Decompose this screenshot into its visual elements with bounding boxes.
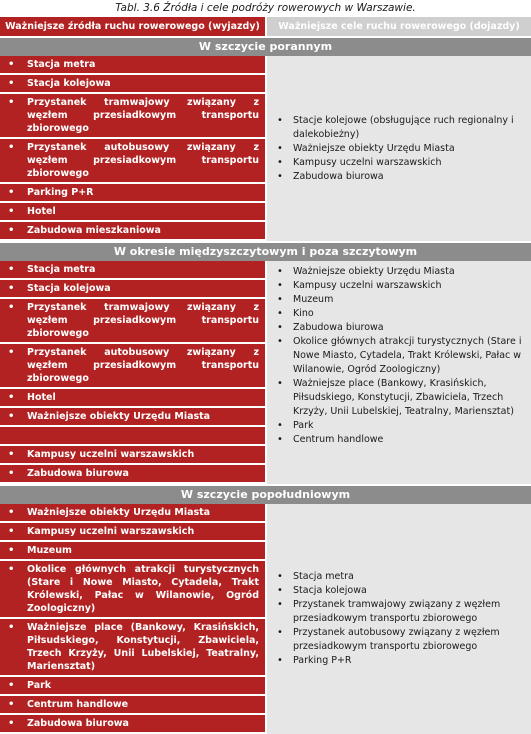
source-item	[0, 389, 265, 406]
sources-destinations-table	[0, 17, 531, 734]
bullet-icon: •	[277, 294, 283, 305]
destination-item	[273, 265, 525, 279]
sources-column	[0, 504, 265, 734]
source-item	[0, 619, 265, 675]
source-item-text: Park	[27, 680, 52, 691]
bullet-icon: •	[277, 585, 283, 596]
destination-item-text: Stacja metra	[293, 571, 354, 582]
source-item-text	[27, 430, 30, 441]
destination-item-text: Przystanek autobusowy związany z węzłem przesiadkowym transportu zbiorowego	[293, 627, 500, 652]
destinations-column	[267, 504, 531, 734]
bullet-icon: •	[8, 78, 15, 89]
destination-item-text: Przystanek tramwajowy związany z węzłem przesiadkowym transportu zbiorowego	[293, 599, 501, 624]
table-body	[0, 38, 531, 734]
bullet-icon: •	[8, 468, 15, 479]
bullet-icon: •	[8, 206, 15, 217]
bullet-icon: •	[277, 420, 283, 431]
source-item	[0, 344, 265, 387]
destination-item	[273, 170, 525, 184]
destination-item-text: Parking P+R	[293, 655, 352, 666]
source-item-text: Stacja kolejowa	[27, 78, 111, 89]
bullet-icon: •	[8, 264, 15, 275]
bullet-icon: •	[8, 283, 15, 294]
source-item-text: Zabudowa biurowa	[27, 718, 129, 729]
bullet-icon: •	[8, 699, 15, 710]
source-item-text: Ważniejsze obiekty Urzędu Miasta	[27, 411, 211, 422]
sources-column	[0, 56, 265, 241]
bullet-icon: •	[8, 507, 15, 518]
source-item	[0, 465, 265, 482]
destination-item-text: Kampusy uczelni warszawskich	[293, 280, 442, 291]
bullet-icon: •	[8, 347, 15, 358]
source-item	[0, 75, 265, 92]
bullet-icon: •	[277, 114, 283, 126]
source-item	[0, 280, 265, 297]
bullet-icon: •	[8, 411, 15, 422]
destination-item-text: Zabudowa biurowa	[293, 322, 384, 333]
source-item-text: Ważniejsze obiekty Urzędu Miasta	[27, 507, 211, 518]
destination-item-text: Zabudowa biurowa	[293, 170, 384, 182]
source-item-text: Kampusy uczelni warszawskich	[27, 526, 195, 537]
section-row	[0, 56, 531, 241]
source-item-text: Okolice głównych atrakcji turystycznych (Stare i Nowe Miasto, Cytadela, Trakt Królewski, Pałac w Wilanowie, Ogród Zoologiczny)	[27, 564, 259, 614]
source-item	[0, 139, 265, 182]
source-item-text: Hotel	[27, 392, 56, 403]
destination-item-text: Stacje kolejowe (obsługujące ruch regionalny i dalekobieżny)	[293, 114, 514, 140]
destination-item	[273, 433, 525, 447]
bullet-icon: •	[277, 170, 283, 182]
section-title: W szczycie porannym	[0, 38, 531, 56]
source-item-text: Stacja metra	[27, 264, 96, 275]
destination-item	[273, 335, 525, 377]
source-item-text: Przystanek tramwajowy związany z węzłem przesiadkowym transportu zbiorowego	[27, 97, 259, 134]
bullet-icon: •	[8, 449, 15, 460]
destination-item	[273, 570, 525, 584]
destinations-column	[267, 56, 531, 241]
destination-item	[273, 598, 525, 626]
source-item	[0, 523, 265, 540]
destination-item	[273, 654, 525, 668]
bullet-icon: •	[8, 142, 15, 153]
destination-item	[273, 293, 525, 307]
source-item-text: Przystanek autobusowy związany z węzłem przesiadkowym transportu zbiorowego	[27, 347, 259, 384]
bullet-icon: •	[8, 187, 15, 198]
source-item-text: Zabudowa mieszkaniowa	[27, 225, 161, 236]
source-item-text: Zabudowa biurowa	[27, 468, 129, 479]
source-item	[0, 94, 265, 137]
source-item	[0, 677, 265, 694]
destination-item	[273, 156, 525, 170]
bullet-icon: •	[277, 627, 283, 638]
bullet-icon: •	[8, 97, 15, 108]
bullet-icon: •	[8, 680, 15, 691]
section-row	[0, 504, 531, 734]
source-item	[0, 184, 265, 201]
destination-item	[273, 377, 525, 419]
destination-item	[273, 114, 525, 142]
source-item-text: Przystanek autobusowy związany z węzłem przesiadkowym transportu zbiorowego	[27, 142, 259, 179]
bullet-icon: •	[277, 655, 283, 666]
destination-item-text: Okolice głównych atrakcji turystycznych (Stare i Nowe Miasto, Cytadela, Trakt Królewski, Pałac w Wilanowie, Ogród Zoologiczny)	[293, 336, 522, 375]
source-item-text: Kampusy uczelni warszawskich	[27, 449, 195, 460]
bullet-icon: •	[8, 718, 15, 729]
source-item	[0, 504, 265, 521]
source-item	[0, 299, 265, 342]
table-header-row	[0, 17, 531, 36]
source-item	[0, 56, 265, 73]
bullet-icon: •	[8, 302, 15, 313]
bullet-icon: •	[277, 434, 283, 445]
destination-item-text: Park	[293, 420, 314, 431]
bullet-icon: •	[277, 599, 283, 610]
bullet-icon: •	[277, 378, 283, 389]
destination-item	[273, 142, 525, 156]
bullet-icon: •	[8, 526, 15, 537]
destination-item	[273, 321, 525, 335]
source-item-text: Parking P+R	[27, 187, 94, 198]
destination-item-text: Stacja kolejowa	[293, 585, 367, 596]
source-item-text: Stacja kolejowa	[27, 283, 111, 294]
source-item	[0, 222, 265, 239]
bullet-icon: •	[277, 336, 283, 347]
source-item-text: Przystanek tramwajowy związany z węzłem przesiadkowym transportu zbiorowego	[27, 302, 259, 339]
table-caption: Tabl. 3.6 Źródła i cele podróży rowerowych w Warszawie.	[115, 2, 416, 14]
source-item	[0, 696, 265, 713]
source-item	[0, 542, 265, 559]
section-title: W szczycie popołudniowym	[0, 486, 531, 504]
bullet-icon: •	[277, 280, 283, 291]
source-item	[0, 408, 265, 425]
source-item	[0, 203, 265, 220]
destination-item	[273, 307, 525, 321]
bullet-icon: •	[277, 322, 283, 333]
section-row	[0, 261, 531, 484]
bullet-icon: •	[8, 564, 15, 575]
destination-item	[273, 626, 525, 654]
destination-item	[273, 279, 525, 293]
sources-column	[0, 261, 265, 484]
bullet-icon: •	[8, 392, 15, 403]
source-item	[0, 561, 265, 617]
bullet-icon: •	[8, 59, 15, 70]
bullet-icon: •	[277, 142, 283, 154]
source-item-text: Stacja metra	[27, 59, 96, 70]
source-item-text: Ważniejsze place (Bankowy, Krasińskich, Piłsudskiego, Konstytucji, Zbawiciela, Trzech Krzyży, Unii Lubelskiej, Teatralny, Mariensztat)	[27, 622, 259, 672]
bullet-icon: •	[277, 308, 283, 319]
destination-item-text: Muzeum	[293, 294, 334, 305]
destination-item-text: Ważniejsze place (Bankowy, Krasińskich, Piłsudskiego, Konstytucji, Zbawiciela, Trzech Krzyży, Unii Lubelskiej, Teatralny, Mariensztat)	[293, 378, 514, 417]
destination-item-text: Ważniejsze obiekty Urzędu Miasta	[293, 142, 455, 154]
bullet-icon: •	[277, 571, 283, 582]
section-title: W okresie międzyszczytowym i poza szczytowym	[0, 243, 531, 261]
source-item	[0, 715, 265, 732]
source-item	[0, 427, 265, 444]
destination-item-text: Kino	[293, 308, 314, 319]
destination-item-text: Centrum handlowe	[293, 434, 384, 445]
source-item	[0, 446, 265, 463]
bullet-icon: •	[8, 622, 15, 633]
source-item-text: Centrum handlowe	[27, 699, 129, 710]
bullet-icon: •	[8, 225, 15, 236]
bullet-icon: •	[277, 156, 283, 168]
destinations-column	[267, 261, 531, 484]
destination-item	[273, 419, 525, 433]
destination-item-text: Ważniejsze obiekty Urzędu Miasta	[293, 266, 455, 277]
header-destinations: Ważniejsze cele ruchu rowerowego (dojazdy)	[267, 17, 531, 36]
source-item	[0, 261, 265, 278]
source-item-text: Hotel	[27, 206, 56, 217]
source-item-text: Muzeum	[27, 545, 72, 556]
destination-item-text: Kampusy uczelni warszawskich	[293, 156, 442, 168]
bullet-icon: •	[8, 545, 15, 556]
header-sources: Ważniejsze źródła ruchu rowerowego (wyjazdy)	[0, 17, 265, 36]
bullet-icon: •	[277, 266, 283, 277]
destination-item	[273, 584, 525, 598]
